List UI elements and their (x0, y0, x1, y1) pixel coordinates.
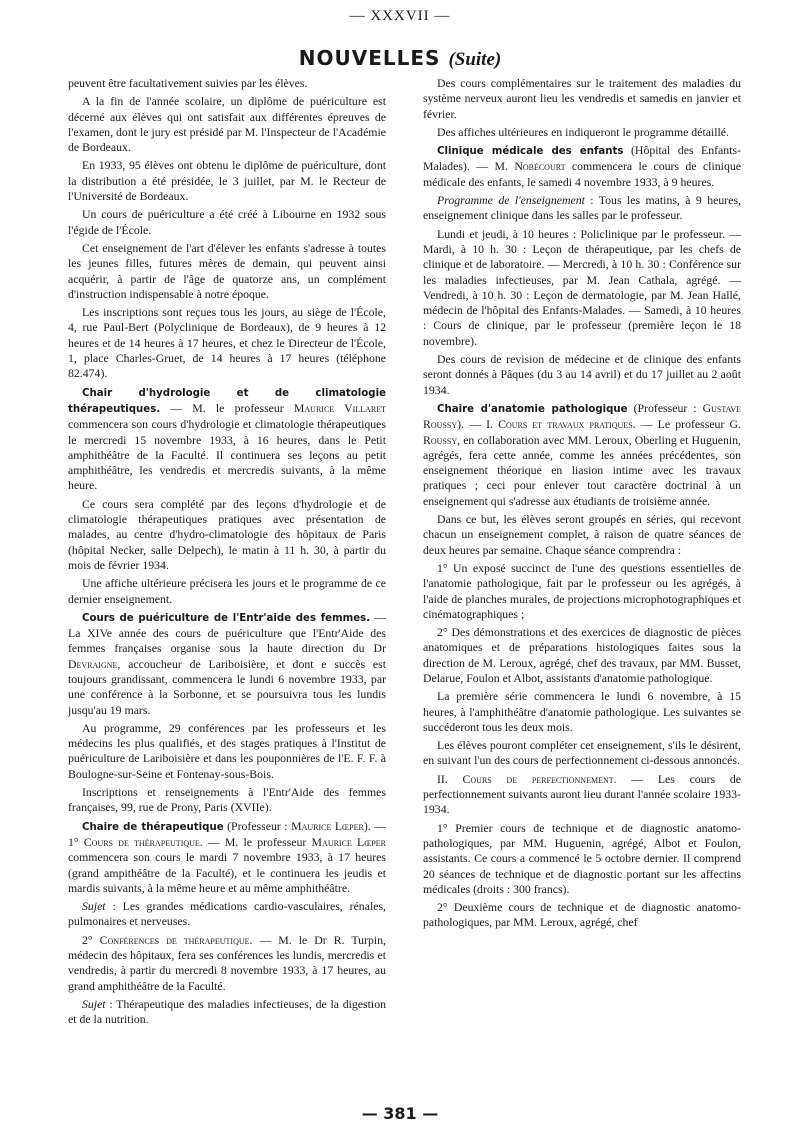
paragraph: 2° Conférences de thérapeutique. — M. le Dr R. Turpin, médecin des hôpitaux, fera ses conférences les lundis, mercredis et vendredis, à partir du mercredi 8 novembre 1933, à 17 heures, au grand amphithéâtre de la Faculté. (68, 932, 386, 993)
label: Sujet (82, 899, 106, 914)
person-name: Maurice Lœper (311, 834, 386, 849)
paragraph: 1° Premier cours de technique et de diagnostic anatomo-pathologiques, par MM. Huguenin, agrégé, Albot et Foulon, assistants. Ce cours a commencé le 5 octobre dernier. Il comprend 20 séances de technique et de diagnostic portant sur les affectins médicales (droits : 300 francs). (423, 820, 741, 896)
section-title: NOUVELLES (298, 46, 441, 70)
paragraph: Programme de l'enseignement : Tous les matins, à 9 heures, enseignement clinique dans les salles par le professeur. (423, 193, 741, 223)
paragraph: Un cours de puériculture a été créé à Libourne en 1932 sous l'égide de l'École. (68, 207, 386, 237)
paragraph: Des cours de revision de médecine et de clinique des enfants seront donnés à Pâques (du 3 au 14 avril) et du 17 juillet au 2 août 1934. (423, 352, 741, 397)
person-name: Devraigne (68, 656, 118, 671)
paragraph: Clinique médicale des enfants (Hôpital des Enfants-Malades). — M. Nobécourt commencera le cours de clinique médicale des enfants, le samedi 4 novembre 1933, à 9 heures. (423, 143, 741, 189)
subsection-heading: II. Cours de perfectionnement. (437, 771, 617, 786)
paragraph: Lundi et jeudi, à 10 heures : Policlinique par le professeur. — Mardi, à 10 h. 30 : Leçon de thérapeutique, par les chefs de clinique et de laboratoire. — Mercredi, à 10 h. 30 : Conférence sur les maladies infectieuses, par M. Jean Cathala, agrégé. — Vendredi, à 10 h. 30 : Leçon de dermatologie, par M. Jean Hallé, médecin de l'hôpital des Enfants-Malades. — Samedi, à 10 heures : Cours de clinique, par le professeur (première leçon le 18 novembre). (423, 226, 741, 348)
paragraph: 1° Un exposé succinct de l'une des questions essentielles de l'anatomie pathologique, fait par le professeur ou les agrégés, à l'aide de planches murales, de projections microphotographiques et cinématographiques ; (423, 560, 741, 621)
person-name: Maurice Lœper (291, 818, 364, 833)
paragraph: Cours de puériculture de l'Entr'aide des femmes. — La XIVe année des cours de puériculture que l'Entr'Aide des femmes françaises organise sous la haute direction du Dr Devraigne, accoucheur de Lariboisière, et dont e succès est toujours grandissant, commencera le lundi 6 novembre 1933, par une conférence à la Sorbonne, et se poursuivra tous les lundis jusqu'au 19 mars. (68, 609, 386, 717)
paragraph: Au programme, 29 conférences par les professeurs et les médecins les plus qualifiés, et des stages pratiques à l'Institut de puériculture de Lariboisière et dans les pouponnières de l'E. F. F. à Boulogne-sur-Seine et Fontenay-sous-Bois. (68, 720, 386, 781)
paragraph: 2° Deuxième cours de technique et de diagnostic anatomo-pathologiques, par MM. Leroux, agrégé, chef (423, 900, 741, 930)
section-heading: Cours de puériculture de l'Entr'aide des femmes. (82, 612, 371, 624)
roman-page-number: — XXXVII — (349, 8, 451, 24)
paragraph: Une affiche ultérieure précisera les jours et le programme de ce dernier enseignement. (68, 576, 386, 606)
paragraph: Chaire d'anatomie pathologique (Professeur : Gustave Roussy). — I. Cours et travaux pratiques. — Le professeur G. Roussy, en collaboration avec MM. Leroux, Oberling et Huguenin, agrégés, fera cette année, comme les années précédentes, son enseignement théorique en liasion intime avec les travaux pratiques ; ceci pour enlever tout caractère doctrinal à un enseignement qui s'adresse aux étudiants de troisième année. (423, 400, 741, 508)
paragraph: Chaire de thérapeutique (Professeur : Maurice Lœper). — 1° Cours de thérapeutique. — M. le professeur Maurice Lœper commencera son cours le mardi 7 novembre 1933, à 17 heures (grand ampithéâtre de la Faculté), et le continuera les jeudis et mardis suivants, à la même heure et au même amphithéâtre. (68, 818, 386, 895)
paragraph: Sujet : Les grandes médications cardio-vasculaires, rénales, pulmonaires et nerveuses. (68, 899, 386, 929)
person-name: Maurice Villaret (293, 400, 386, 415)
paragraph: Les inscriptions sont reçues tous les jours, au siège de l'École, 4, rue Paul-Bert (Polyclinique de Bordeaux), de 9 heures à 12 heures et de 14 heures à 17 heures, et chez le Directeur de l'École, 1, place Charles-Gruet, de 14 heures à 17 heures (téléphone 82.474). (68, 305, 386, 381)
paragraph: Dans ce but, les élèves seront groupés en séries, qui recevont chacun un enseignement complet, à raison de quatre séances de deux heures par semaine. Chaque séance comprendra : (423, 512, 741, 557)
section-heading: Clinique médicale des enfants (437, 146, 624, 158)
section-title-suffix: (Suite) (448, 49, 502, 70)
paragraph: Des cours complémentaires sur le traitement des maladies du système nerveux auront lieu les vendredis et samedis en janvier et février. (423, 76, 741, 121)
section-heading: Chaire d'anatomie pathologique (437, 403, 628, 415)
person-name: Nobécourt (514, 159, 566, 174)
paragraph: 2° Des démonstrations et des exercices de diagnostic de pièces anatomiques et de préparations histologiques faites sous la direction de M. Leroux, agrégé, chef des travaux, par MM. Busset, Delarue, Foulon et Albot, assistants d'anatomie pathologique. (423, 625, 741, 685)
paragraph: Sujet : Thérapeutique des maladies infectieuses, de la digestion et de la nutrition. (68, 996, 386, 1027)
page-number: — 381 — (361, 1104, 439, 1123)
label: Programme de l'enseignement (437, 193, 585, 208)
paragraph: Les élèves pouront compléter cet enseignement, s'ils le désirent, en suivant l'un des cours de perfectionnement ci-dessous annoncés. (423, 738, 741, 768)
label: Sujet (82, 996, 106, 1011)
section-header (0, 46, 800, 71)
paragraph: Des affiches ultérieures en indiqueront le programme détaillé. (437, 124, 729, 139)
paragraph: En 1933, 95 élèves ont obtenu le diplôme de puériculture, dont la distribution a été présidée, le 3 juillet, par M. le Recteur de l'Université de Bordeaux. (68, 158, 386, 204)
person-name: Roussy (423, 432, 458, 447)
section-heading: Chair d'hydrologie et de climatologie thérapeutiques. (68, 387, 386, 415)
paragraph: Inscriptions et renseignements à l'Entr'Aide des femmes françaises, 99, rue de Prony, Paris (XVIIe). (68, 785, 386, 815)
subsection-heading: Conférences de thérapeutique. (99, 932, 253, 947)
paragraph: Cet enseignement de l'art d'élever les enfants s'adresse à toutes les jeunes filles, futures mères de demain, qui peuvent ainsi acquérir, à partir de l'âge de quatorze ans, un complément d'instruction indispensable à notre époque. (68, 240, 386, 301)
paragraph: A la fin de l'année scolaire, un diplôme de puériculture est décerné aux élèves qui ont satisfait aux différentes épreuves de l'examen, dont le jury est présidé par M. l'Inspecteur de l'Académie de Bordeaux. (68, 94, 386, 155)
subsection-heading: I. Cours et travaux pratiques. (486, 417, 636, 432)
left-column (68, 76, 386, 1031)
paragraph: La première série commencera le lundi 6 novembre, à 15 heures, à l'amphithéâtre d'anatomie pathologique. Les suivantes se succéderont tous les deux mois. (423, 689, 741, 734)
right-column (423, 76, 741, 934)
paragraph: Chair d'hydrologie et de climatologie thérapeutiques. — M. le professeur Maurice Villaret commencera son cours d'hydrologie et climatologie thérapeutiques le mercredi 15 novembre 1933, à 16 heures, dans le Petit amphithéâtre de la Faculté. Il continuera ses leçons au petit amphithéâtre, les vendredis et mercredis suivants, à la même heure. (68, 387, 386, 493)
paragraph: Ce cours sera complété par des leçons d'hydrologie et de climatologie thérapeutiques pratiques avec présentation de malades, au centre d'hydro-climatologie des hôpitaux de Paris (hôpital Necker, salle Delpech), le matin à 11 h. 30, à partir du mois de février 1934. (68, 496, 386, 572)
section-heading: Chaire de thérapeutique (82, 821, 224, 833)
person-name: Gustave Roussy (423, 400, 741, 432)
paragraph: peuvent être facultativement suivies par les élèves. (68, 76, 308, 90)
subsection-heading: 1° Cours de thérapeutique. (68, 834, 203, 849)
paragraph: II. Cours de perfectionnement. — Les cours de perfectionnement suivants auront lieu durant l'année scolaire 1933-1934. (423, 771, 741, 817)
